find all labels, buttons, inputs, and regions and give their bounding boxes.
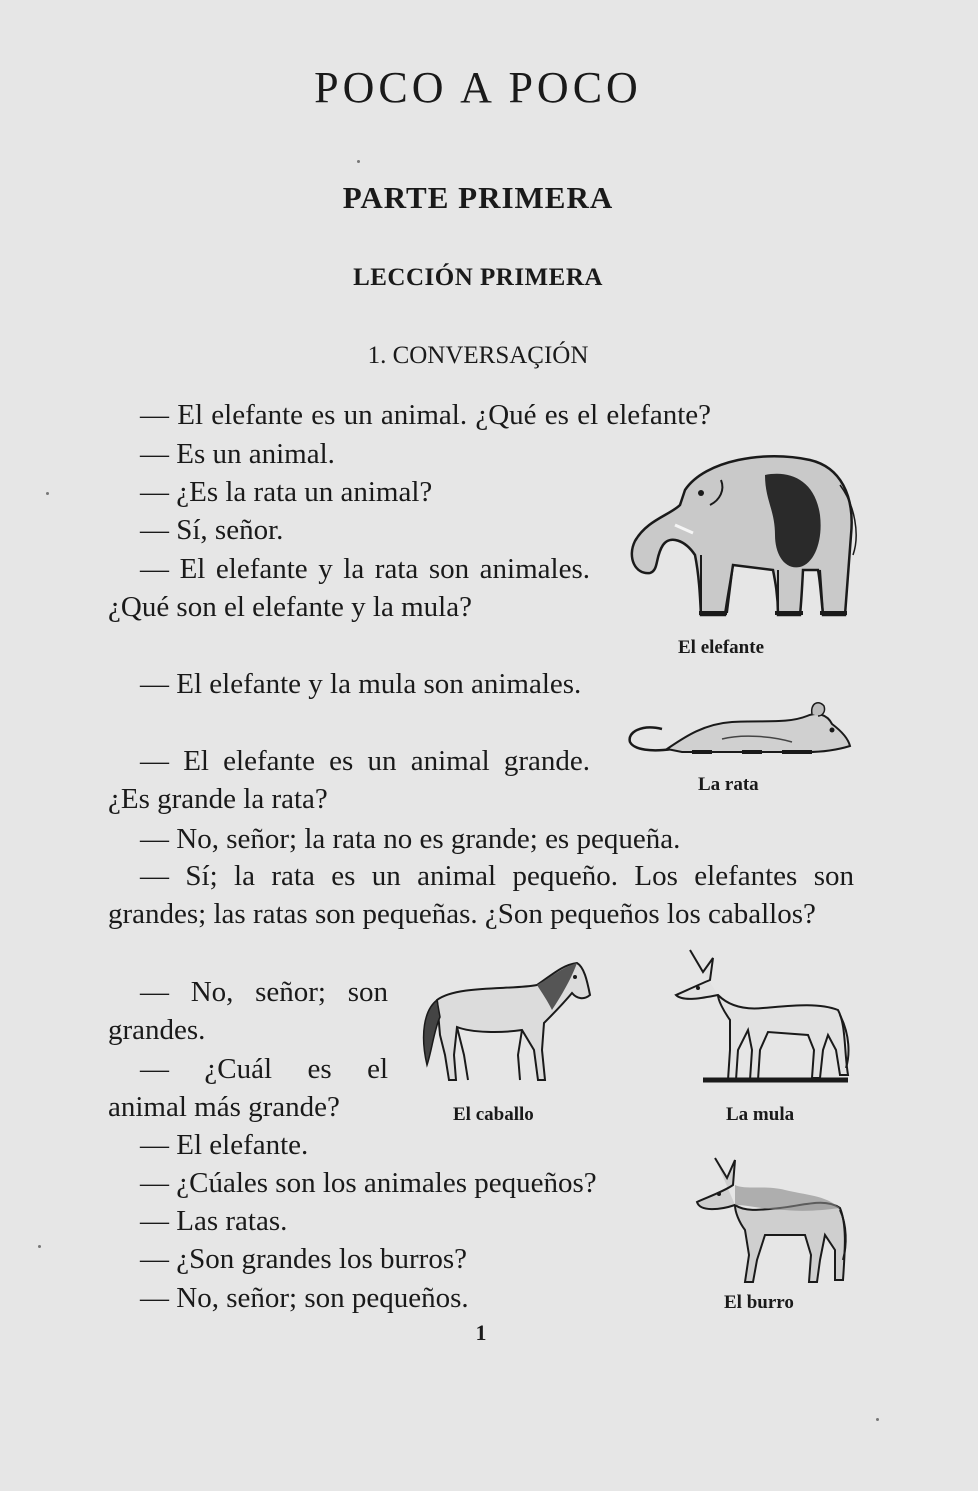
caption-horse: El caballo: [453, 1104, 534, 1125]
caption-elephant: El elefante: [678, 637, 765, 658]
horse-illustration: [412, 955, 597, 1090]
elephant-illustration: [615, 445, 865, 630]
part-title: PARTE PRIMERA: [342, 180, 614, 215]
dialogue-paragraph: — El elefante y la mula son animales.: [140, 668, 582, 700]
scan-speck: [357, 160, 360, 163]
page-number: 1: [475, 1320, 487, 1345]
dialogue-line: — ¿Son grandes los burros?: [140, 1243, 468, 1275]
dialogue-paragraph: — El elefante es un animal grande. ¿Es grande la rata?: [108, 745, 590, 816]
scan-speck: [38, 1245, 41, 1248]
scan-speck: [46, 492, 49, 495]
dialogue-paragraph: — No, señor; son grandes.: [108, 976, 388, 1047]
dialogue-line: — No, señor; son pequeños.: [140, 1282, 469, 1314]
dialogue-paragraph: — El elefante y la rata son animales. ¿Qué son el elefante y la mula?: [108, 553, 590, 624]
caption-donkey: El burro: [724, 1292, 794, 1313]
dialogue-line: — Las ratas.: [140, 1205, 288, 1237]
dialogue-line: — ¿Es la rata un animal?: [140, 476, 433, 508]
dialogue-line: — No, señor; la rata no es grande; es pequeña.: [140, 823, 681, 855]
caption-mule: La mula: [726, 1104, 795, 1125]
dialogue-paragraph: — ¿Cuál es el animal más grande?: [108, 1053, 388, 1124]
mule-illustration: [668, 940, 852, 1095]
section-title: 1. CONVERSAÇIÓN: [367, 342, 589, 369]
dialogue-line: — El elefante.: [140, 1129, 309, 1161]
dialogue-line: — El elefante es un animal. ¿Qué es el elefante?: [140, 399, 712, 431]
lesson-title: LECCIÓN PRIMERA: [353, 264, 603, 291]
donkey-illustration: [675, 1150, 850, 1290]
scan-speck: [876, 1418, 879, 1421]
caption-rat: La rata: [698, 774, 759, 795]
dialogue-line: — Sí, señor.: [140, 514, 284, 546]
dialogue-line: — ¿Cúales son los animales pequeños?: [140, 1167, 597, 1199]
dialogue-paragraph: — Sí; la rata es un animal pequeño. Los elefantes son grandes; las ratas son pequeñas. ¿Son pequeños los caballos?: [108, 860, 854, 931]
rat-illustration: [622, 694, 854, 764]
book-title: POCO A POCO: [314, 63, 642, 112]
dialogue-line: — Es un animal.: [140, 438, 335, 470]
